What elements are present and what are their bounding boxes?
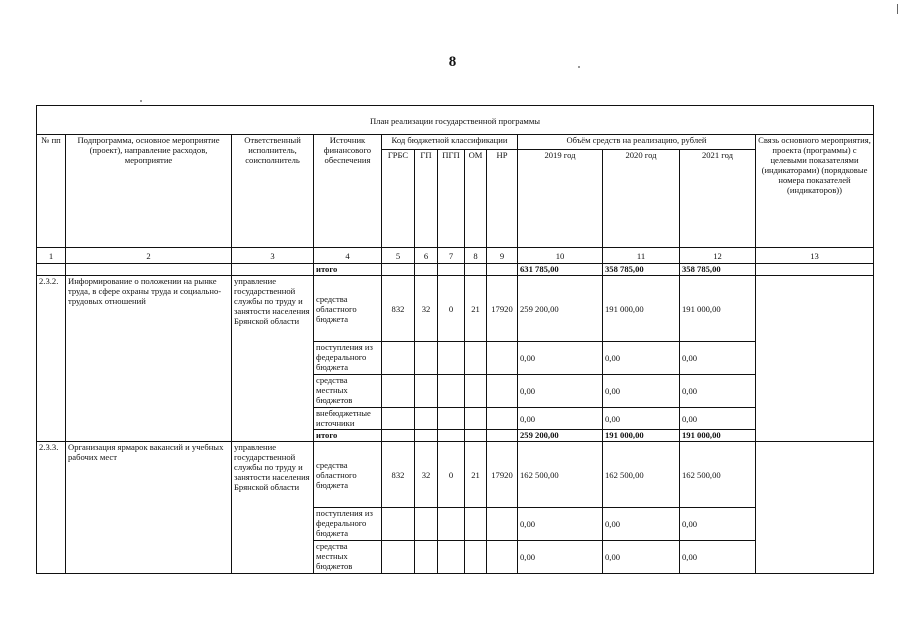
amount-2021: 0,00 [680,541,756,574]
code-pgp: 0 [438,442,465,508]
page-number: 8 [448,54,457,70]
amount-2021: 0,00 [680,375,756,408]
column-number: 8 [465,248,487,264]
amount-2020: 0,00 [603,408,680,430]
funding-source: поступления из федерального бюджета [314,342,382,375]
amount-2021: 162 500,00 [680,442,756,508]
amount-2019: 631 785,00 [518,264,603,276]
amount-2020: 0,00 [603,375,680,408]
header-om: ОМ [465,150,487,248]
column-number: 6 [415,248,438,264]
item-number: 2.3.3. [37,442,66,574]
amount-2019: 0,00 [518,408,603,430]
amount-2021: 0,00 [680,408,756,430]
amount-2020: 191 000,00 [603,276,680,342]
funding-source: средства местных бюджетов [314,541,382,574]
table-title: План реализации государственной программы [37,106,874,135]
column-number: 2 [66,248,232,264]
funding-source: поступления из федерального бюджета [314,508,382,541]
table-row-232-regional [37,276,874,342]
total-label: итого [314,264,382,276]
scan-speck [578,66,580,68]
funding-source: средства местных бюджетов [314,375,382,408]
funding-source: средства областного бюджета [314,276,382,342]
amount-2019: 259 200,00 [518,430,603,442]
header-gp: ГП [415,150,438,248]
amount-2019: 0,00 [518,508,603,541]
amount-2020: 0,00 [603,541,680,574]
scan-speck [140,100,142,102]
header-grbs: ГРБС [382,150,415,248]
amount-2020: 358 785,00 [603,264,680,276]
amount-2019: 259 200,00 [518,276,603,342]
header-program: Подпрограмма, основное мероприятие (проект), направление расходов, мероприятие [66,135,232,248]
amount-2020: 0,00 [603,342,680,375]
header-executor: Ответственный исполнитель, соисполнитель [232,135,314,248]
header-num: № пп [37,135,66,248]
item-executor: управление государственной службы по труду и занятости населения Брянской области [232,276,314,442]
funding-source: внебюджетные источники [314,408,382,430]
header-budget-code: Код бюджетной классификации [382,135,518,150]
header-2019: 2019 год [518,150,603,248]
column-number-row [37,248,874,264]
column-number: 13 [756,248,874,264]
amount-2020: 191 000,00 [603,430,680,442]
item-number: 2.3.2. [37,276,66,442]
header-2020: 2020 год [603,150,680,248]
column-number: 1 [37,248,66,264]
code-gp: 32 [415,276,438,342]
item-executor: управление государственной службы по труду и занятости населения Брянской области [232,442,314,574]
item-name: Организация ярмарок вакансий и учебных рабочих мест [66,442,232,574]
amount-2019: 0,00 [518,541,603,574]
header-source: Источник финансового обеспечения [314,135,382,248]
item-name: Информирование о положении на рынке труда, в сфере охраны труда и социально-трудовых отношений [66,276,232,442]
header-amount: Объём средств на реализацию, рублей [518,135,756,150]
amount-2021: 191 000,00 [680,276,756,342]
program-plan-table [36,105,874,574]
funding-source: средства областного бюджета [314,442,382,508]
title-row [37,106,874,135]
code-gp: 32 [415,442,438,508]
column-number: 7 [438,248,465,264]
amount-2020: 162 500,00 [603,442,680,508]
amount-2021: 358 785,00 [680,264,756,276]
header-np: НР [487,150,518,248]
column-number: 10 [518,248,603,264]
column-number: 5 [382,248,415,264]
code-pgp: 0 [438,276,465,342]
code-om: 21 [465,442,487,508]
column-number: 12 [680,248,756,264]
amount-2021: 0,00 [680,342,756,375]
table-row-233-regional [37,442,874,508]
column-number: 9 [487,248,518,264]
code-grbs: 832 [382,442,415,508]
amount-2021: 0,00 [680,508,756,541]
code-np: 17920 [487,276,518,342]
amount-2019: 0,00 [518,342,603,375]
table-row-prev-total [37,264,874,276]
amount-2021: 191 000,00 [680,430,756,442]
total-label: итого [314,430,382,442]
column-number: 11 [603,248,680,264]
amount-2020: 0,00 [603,508,680,541]
amount-2019: 162 500,00 [518,442,603,508]
column-number: 3 [232,248,314,264]
scan-edge-mark [897,4,898,14]
header-row [37,135,874,150]
column-number: 4 [314,248,382,264]
code-grbs: 832 [382,276,415,342]
header-2021: 2021 год [680,150,756,248]
header-pgp: ПГП [438,150,465,248]
code-np: 17920 [487,442,518,508]
header-link: Связь основного мероприятия, проекта (программы) с целевыми показателями (индикаторами) (порядковые номера показателей (индикаторов)) [756,135,874,248]
code-om: 21 [465,276,487,342]
amount-2019: 0,00 [518,375,603,408]
